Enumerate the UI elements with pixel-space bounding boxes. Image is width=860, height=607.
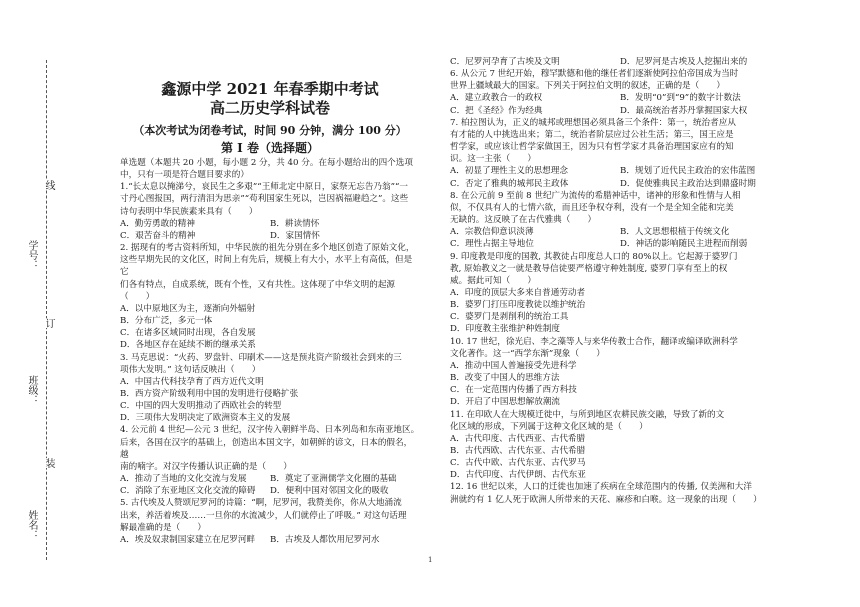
question-line: D．开启了中国思想解放潮流 bbox=[450, 397, 561, 408]
option-text: D．神话的影响随民主进程而削弱 bbox=[620, 239, 748, 250]
question-line: 化区域的形成，下列属于这种文化区域的是（ ） bbox=[450, 421, 648, 432]
question-line: 8. 在公元前 9 至前 8 世纪广为流传的希腊神话中，诸神的形象和性情与人相 bbox=[450, 190, 741, 201]
question-line: C．婆罗门是剥削利的统治工具 bbox=[450, 312, 569, 323]
option-text: D．尼罗河是古埃及人挖掘出来的 bbox=[620, 57, 748, 67]
option-text: B．发明“0”到“9”的数字计数法 bbox=[620, 93, 741, 104]
option-text: B．人文思想根植于传统文化 bbox=[620, 227, 730, 238]
question-line: 南的喃字。对汉字传播认识正确的是（ ） bbox=[120, 461, 292, 472]
question-line: B．婆罗门打压印度教徒以维护统治 bbox=[450, 300, 586, 311]
question-line: 哲学家，或应该让哲学家做国王，因为只有哲学家才具备治理国家应有的知 bbox=[450, 142, 734, 153]
question-line: B．改变了中国人的思维方法 bbox=[450, 373, 560, 384]
question-line: A．推动中国人普遍接受先进科学 bbox=[450, 360, 577, 371]
option-text: D．家国情怀 bbox=[270, 230, 320, 241]
question-line: 似，不仅具有人的七情六欲，而且还争权夺利，没有一个是全知全能和完美 bbox=[450, 202, 734, 213]
option-text: C．尼罗河孕育了古埃及文明 bbox=[450, 57, 560, 67]
question-line: 5. 古代埃及人赞颂尼罗河的诗篇：“啊，尼罗河，我赞美你，你从大地涌流 bbox=[120, 498, 402, 509]
option-text: B．古埃及人都饮用尼罗河水 bbox=[270, 534, 380, 545]
option-row bbox=[120, 218, 420, 230]
question-line: D．各地区存在延续不断的继承关系 bbox=[120, 340, 256, 351]
right-question-text bbox=[450, 56, 790, 506]
binding-dashed-line bbox=[46, 60, 47, 560]
question-line: B．古代西欧、古代东亚、古代希腊 bbox=[450, 446, 586, 456]
question-line: 无缺的。这反映了在古代雅典（ ） bbox=[450, 215, 597, 226]
question-line: 解最准确的是（ ） bbox=[120, 522, 206, 533]
class-label: 班级： bbox=[26, 375, 37, 405]
question-line: 教, 原始教义之一就是教导信徒要严格遵守种姓制度, 婆罗门享有至上的权 bbox=[450, 263, 728, 274]
option-text: C．艰苦奋斗的精神 bbox=[120, 230, 196, 241]
question-line: A．中国古代科技孕育了西方近代文明 bbox=[120, 376, 264, 387]
question-line: 单选题（本题共 20 小题，每小题 2 分，共 40 分。在每小题给出的四个选项 bbox=[120, 158, 413, 168]
exam-subtitle: 高二历史学科试卷 bbox=[209, 99, 330, 117]
option-text: D．最高统治者苏丹掌握国家大权 bbox=[620, 105, 748, 116]
question-line: 洲就约有 1 亿人死于欧洲人所带来的天花、麻疹和白喉。这一现象的出现（ ） bbox=[450, 494, 762, 505]
exam-note: （本次考试为闭卷考试，时间 90 分钟，满分 100 分） bbox=[133, 124, 407, 137]
exam-title: 鑫源中学 2021 年春季期中考试 bbox=[161, 80, 379, 98]
question-line: B．西方资产阶级利用中国的发明进行侵略扩张 bbox=[120, 388, 299, 399]
question-line: 3. 马克思说：“火药、罗盘针、印刷术——这是预兆资产阶级社会到来的三 bbox=[120, 352, 402, 363]
option-text: C．消除了东亚地区文化交流的障碍 bbox=[120, 486, 256, 497]
question-line: A．古代印度、古代西亚、古代希腊 bbox=[450, 433, 586, 444]
question-line: C．中国的四大发明推动了西欧社会的转型 bbox=[120, 401, 282, 412]
option-text: C．否定了雅典的城邦民主政体 bbox=[450, 178, 569, 189]
question-line: 寸丹心图报国，两行清泪为思亲”“苟利国家生死以，岂因祸福避趋之”。这些 bbox=[120, 194, 409, 205]
question-line: D．三项伟大发明决定了欧洲资本主义的发展 bbox=[120, 413, 291, 424]
question-line: 10. 17 世纪，徐光启、李之藻等人与来华传教士合作，翻译或编译欧洲科学 bbox=[450, 336, 738, 347]
option-text: B．规划了近代民主政治的宏伟蓝图 bbox=[620, 166, 756, 177]
question-line: 11. 在印欧人在大规模迁徙中，与所到地区农耕民族交融，导致了新的文 bbox=[450, 409, 725, 420]
option-row bbox=[120, 534, 420, 546]
binding-margin bbox=[0, 0, 120, 607]
question-line: 项伟大发明。” 这句话反映出（ ） bbox=[120, 364, 261, 375]
question-line: 有才能的人中挑选出来；第二，统治者阶层应过公社生活；第三，国王应是 bbox=[450, 129, 734, 140]
option-text: A．建立政教合一的政权 bbox=[450, 93, 543, 104]
option-text: A．宗教信仰意识淡薄 bbox=[450, 227, 534, 238]
option-row bbox=[450, 105, 790, 117]
question-line: A．印度的顶层大多来自普通劳动者 bbox=[450, 287, 586, 298]
question-line: 识。这一主张（ ） bbox=[450, 154, 536, 165]
left-column bbox=[120, 80, 420, 546]
question-line: 4. 公元前 4 世纪—公元 3 世纪，汉字传入朝鲜半岛、日本列岛和东南亚地区。 bbox=[120, 425, 420, 436]
question-line: 后来，各国在汉字的基础上，创造出本国文字，如朝鲜的谚文，日本的假名，越 bbox=[120, 437, 413, 460]
option-text: D．便利中国对邻国文化的吸收 bbox=[270, 486, 389, 497]
option-row bbox=[450, 165, 790, 177]
option-text: C．把《圣经》作为经典 bbox=[450, 105, 543, 116]
question-line: D．印度教主张维护种姓制度 bbox=[450, 324, 561, 335]
question-line: 出来，养活着埃及……一旦你的水流减少，人们就停止了呼吸。” 对这句话理 bbox=[120, 510, 407, 521]
question-line: 6. 从公元 7 世纪开始，穆罕默德和他的继任者们逐渐使阿拉伯帝国成为当时 bbox=[450, 69, 739, 80]
question-line: 9. 印度教是印度的国教, 其教徒占印度总人口的 80%以上。它起源于婆罗门 bbox=[450, 251, 738, 262]
option-text: A．勤劳勇敢的精神 bbox=[120, 218, 195, 229]
right-column bbox=[450, 56, 790, 506]
question-line: C．在诸多区域同时出现，各自发展 bbox=[120, 328, 256, 339]
margin-mark-zhuang: 装 bbox=[43, 458, 54, 468]
question-line: C．在一定范围内传播了西方科技 bbox=[450, 385, 577, 396]
option-row bbox=[120, 485, 420, 497]
question-line: 文化著作。这一“西学东渐”现象（ ） bbox=[450, 348, 605, 359]
option-row bbox=[120, 230, 420, 242]
question-line: C．古代中欧、古代东亚、古代罗马 bbox=[450, 458, 586, 469]
student-number-label: 学号： bbox=[26, 240, 37, 270]
option-text: C．理性占据主导地位 bbox=[450, 239, 534, 250]
option-row bbox=[450, 238, 790, 250]
option-text: B．耕读情怀 bbox=[270, 218, 320, 229]
margin-mark-ding: 订 bbox=[43, 318, 54, 328]
question-line: B．分布广泛，多元一体 bbox=[120, 316, 213, 327]
left-question-text bbox=[120, 157, 420, 546]
question-line: 诗句表明中华民族素来具有（ ） bbox=[120, 206, 258, 217]
page-number: 1 bbox=[428, 556, 433, 564]
option-row bbox=[450, 178, 790, 190]
question-line: 2. 据现有的考古资料所知，中华民族的祖先分别在多个地区创造了原始文化， bbox=[120, 243, 415, 254]
question-line: A．以中原地区为主，逐渐向外辐射 bbox=[120, 303, 256, 314]
option-text: B．奠定了亚洲儒学文化圈的基础 bbox=[270, 474, 397, 485]
question-line: 们各有特点，自成系统，既有个性，又有共性。这体现了中华文明的起源（ ） bbox=[120, 279, 396, 302]
question-line: 这些早期先民的文化区，时间上有先后，规模上有大小，水平上有高低，但是它 bbox=[120, 255, 413, 278]
question-line: 中，只有一项是符合题目要求的） bbox=[120, 170, 249, 181]
section-heading: 第 I 卷（选择题） bbox=[221, 141, 319, 155]
question-line: 威。据此可知（ ） bbox=[450, 275, 536, 286]
option-row bbox=[120, 473, 420, 485]
option-text: A．埃及奴隶制国家建立在尼罗河畔 bbox=[120, 534, 256, 545]
question-line: 7. 柏拉图认为，正义的城邦或理想国必须具备三个条件：第一，统治者应从 bbox=[450, 117, 736, 128]
question-line: 12. 16 世纪以来，人口的迁徙也加速了疾病在全球范围内的传播, 仅美洲和大洋 bbox=[450, 482, 752, 493]
margin-mark-xian: 线 bbox=[43, 180, 54, 190]
option-text: A．初显了理性主义的思想理念 bbox=[450, 166, 568, 177]
option-row bbox=[450, 92, 790, 104]
name-label: 姓名： bbox=[26, 510, 37, 540]
option-row bbox=[450, 56, 790, 68]
option-text: D．促使雅典民主政治达到鼎盛时期 bbox=[620, 178, 756, 189]
option-row bbox=[450, 226, 790, 238]
question-line: 1.“长太息以掩涕兮，哀民生之多艰”“王师北定中原日，家祭无忘告乃翁”“一 bbox=[120, 182, 408, 193]
option-text: A．推动了当地的文化交流与发展 bbox=[120, 474, 247, 485]
question-line: D．古代印度、古代伊朗、古代东亚 bbox=[450, 470, 586, 481]
question-line: 世界上疆域最大的国家。下列关于阿拉伯文明的叙述，正确的是（ ） bbox=[450, 81, 726, 92]
